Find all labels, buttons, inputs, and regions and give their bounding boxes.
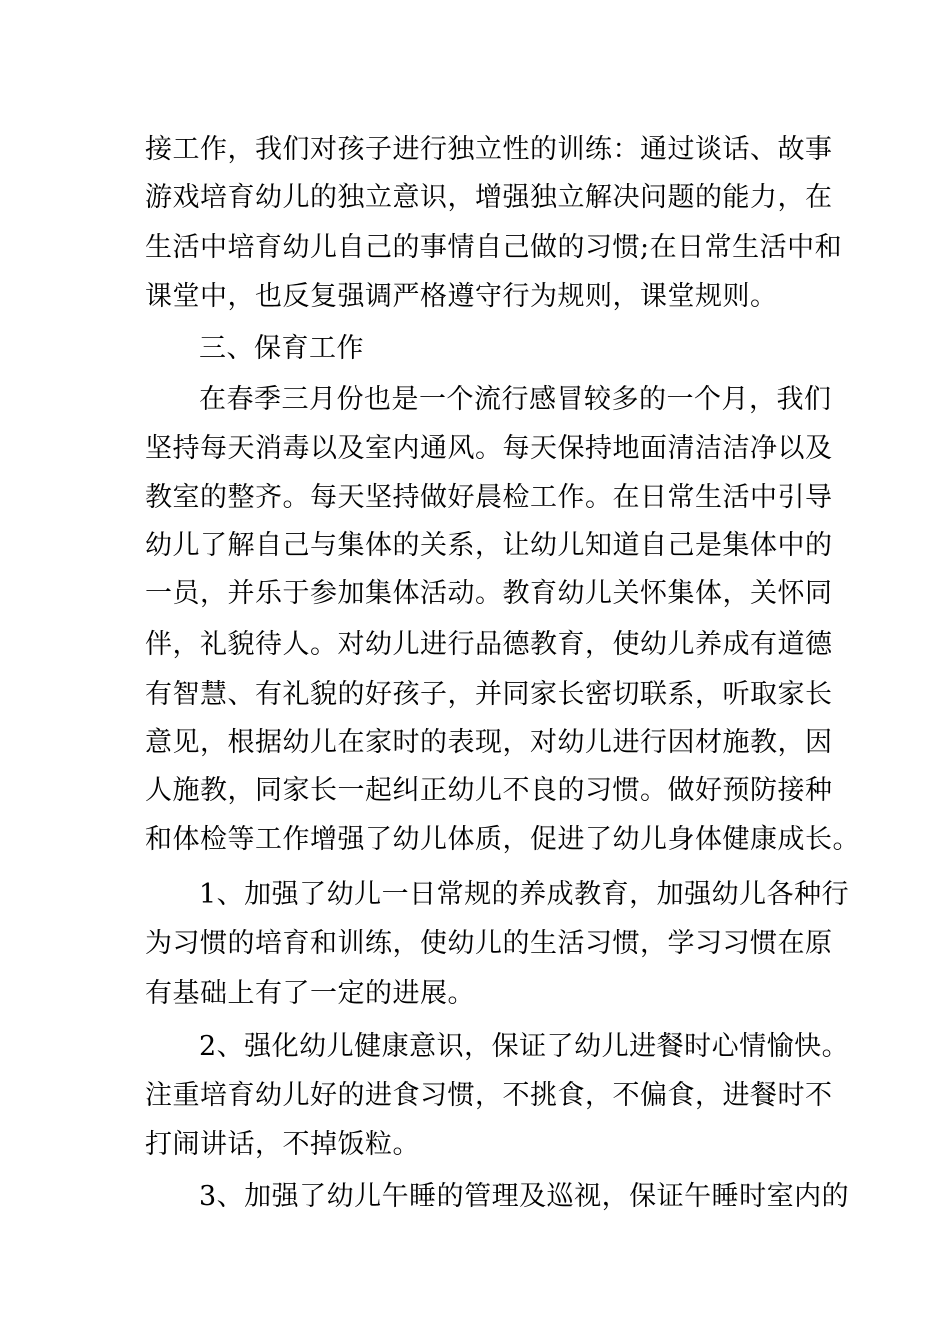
text-line: 和体检等工作增强了幼儿体质，促进了幼儿身体健康成长。 (145, 824, 860, 855)
text-line: 教室的整齐。每天坚持做好晨检工作。在日常生活中引导 (145, 482, 833, 513)
text-line: 坚持每天消毒以及室内通风。每天保持地面清洁洁净以及 (145, 433, 833, 464)
text-line: 课堂中，也反复强调严格遵守行为规则，课堂规则。 (145, 281, 778, 312)
text-line: 3、加强了幼儿午睡的管理及巡视，保证午睡时室内的 (199, 1181, 850, 1212)
text-line: 伴，礼貌待人。对幼儿进行品德教育，使幼儿养成有道德 (145, 629, 833, 660)
text-line: 一员，并乐于参加集体活动。教育幼儿关怀集体，关怀同 (145, 578, 833, 609)
text-line: 生活中培育幼儿自己的事情自己做的习惯;在日常生活中和 (145, 232, 843, 263)
text-line: 在春季三月份也是一个流行感冒较多的一个月，我们 (199, 384, 832, 415)
text-line: 意见，根据幼儿在家时的表现，对幼儿进行因材施教，因 (145, 727, 833, 758)
text-line: 人施教，同家长一起纠正幼儿不良的习惯。做好预防接种 (145, 775, 833, 806)
text-line: 幼儿了解自己与集体的关系，让幼儿知道自己是集体中的 (145, 530, 833, 561)
text-line: 2、强化幼儿健康意识，保证了幼儿进餐时心情愉快。 (199, 1031, 850, 1062)
text-line: 1、加强了幼儿一日常规的养成教育，加强幼儿各种行 (199, 879, 850, 910)
text-line: 游戏培育幼儿的独立意识，增强独立解决问题的能力，在 (145, 182, 833, 213)
text-line: 有智慧、有礼貌的好孩子，并同家长密切联系，听取家长 (145, 679, 833, 710)
text-line: 注重培育幼儿好的进食习惯，不挑食，不偏食，进餐时不 (145, 1080, 833, 1111)
text-line: 打闹讲话，不掉饭粒。 (145, 1129, 420, 1160)
section-heading: 三、保育工作 (199, 333, 364, 364)
text-line: 有基础上有了一定的进展。 (145, 978, 475, 1009)
text-line: 接工作，我们对孩子进行独立性的训练：通过谈话、故事 (145, 134, 833, 165)
text-line: 为习惯的培育和训练，使幼儿的生活习惯，学习习惯在原 (145, 928, 833, 959)
